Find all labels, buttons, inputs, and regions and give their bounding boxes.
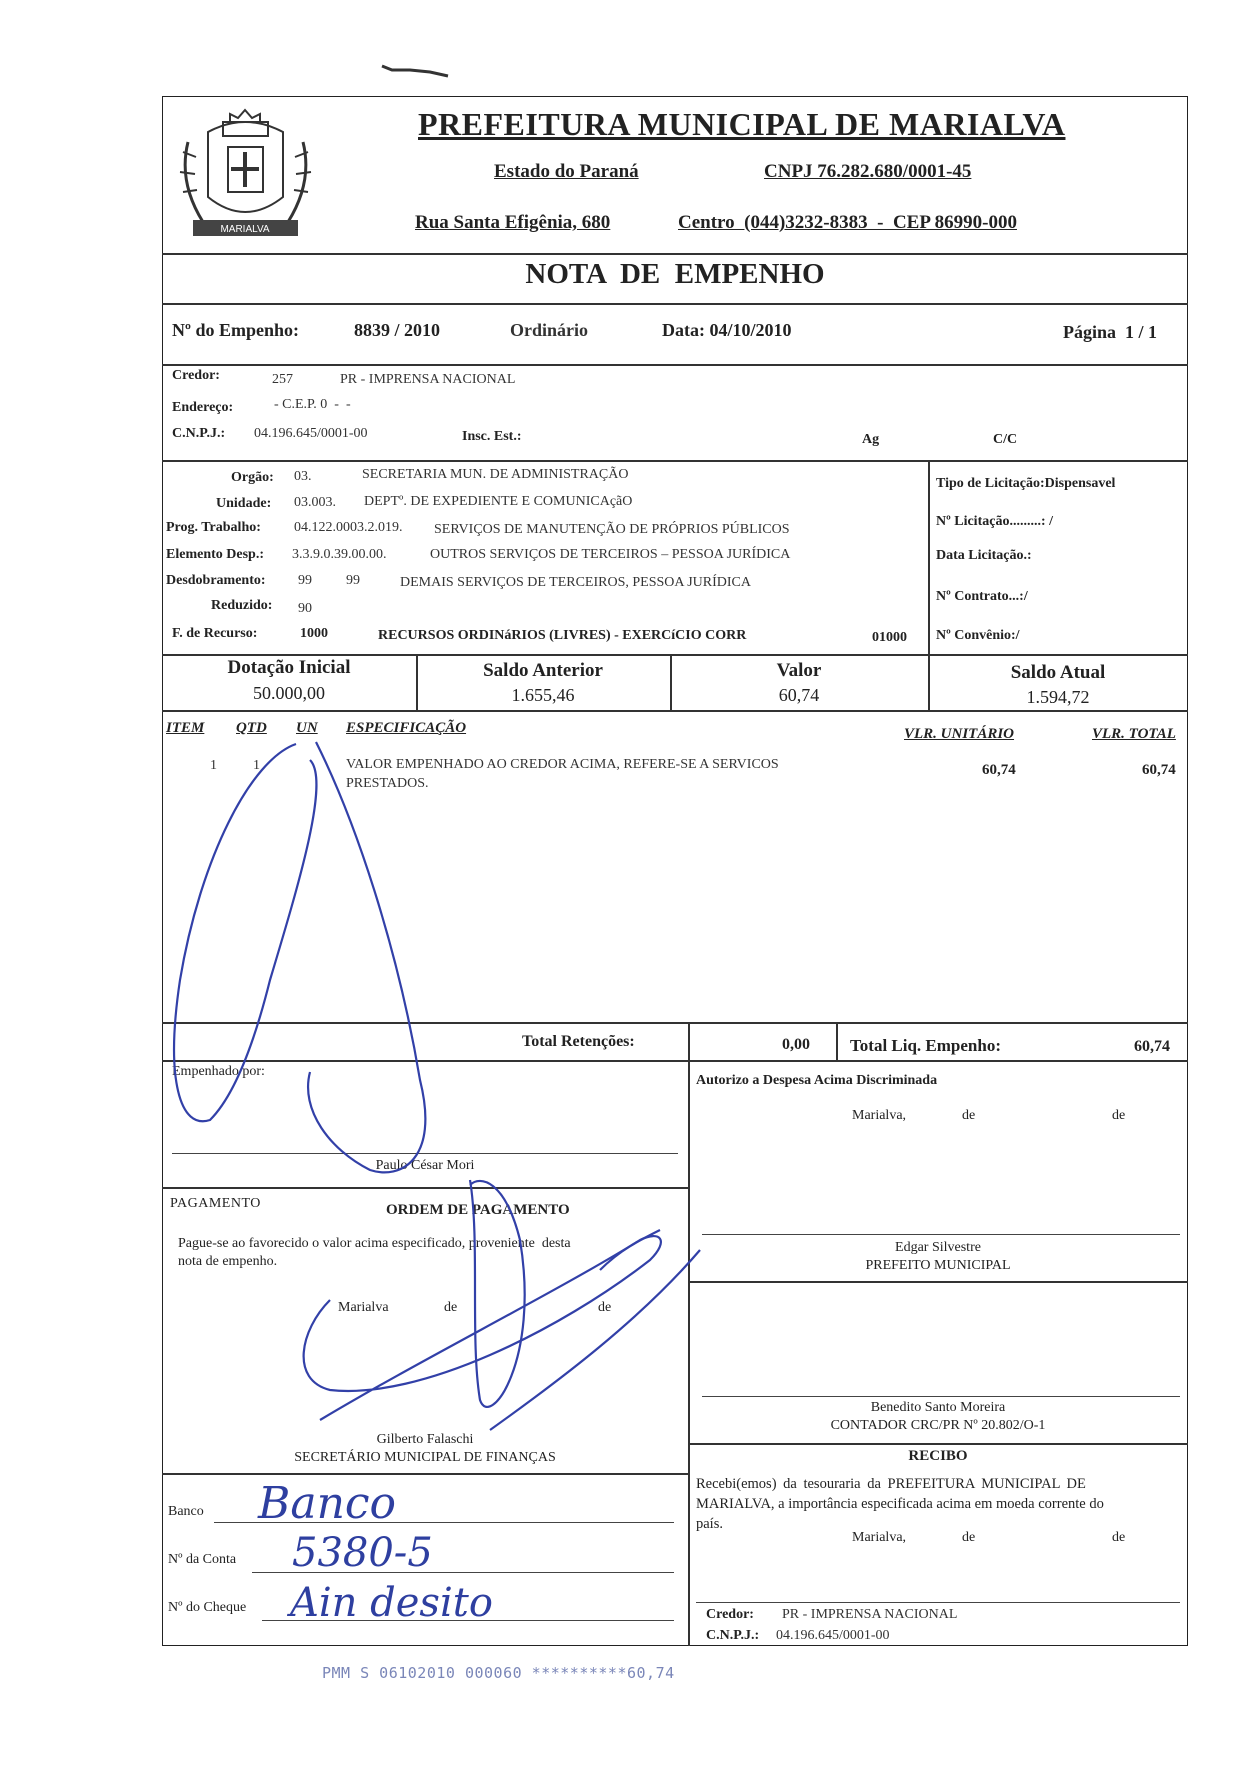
col-vlr-unitario: VLR. UNITÁRIO (904, 726, 1015, 742)
endereco-label: Endereço: (172, 400, 234, 415)
conta-label: Nº da Conta (168, 1552, 237, 1567)
contact-line: Centro (044)3232-8383 - CEP 86990-000 (678, 212, 1017, 233)
recibo-de1: de (962, 1530, 976, 1545)
autorizo-de2: de (1112, 1108, 1126, 1123)
orgao-desc: SECRETARIA MUN. DE ADMINISTRAÇÃO (362, 467, 629, 482)
recibo-text1: Recebi(emos) da tesouraria da PREFEITURA MUNICIPAL DE (696, 1476, 1086, 1492)
desd-code1: 99 (298, 573, 312, 588)
retencoes-label: Total Retenções: (522, 1033, 635, 1050)
recurso-code2: 01000 (872, 630, 907, 645)
recibo-text2: MARIALVA, a importância especificada acima em moeda corrente do (696, 1496, 1104, 1512)
item-unit-price: 60,74 (982, 762, 1016, 778)
empenho-type: Ordinário (510, 320, 589, 340)
pagamento-label: PAGAMENTO (170, 1196, 261, 1211)
empenho-number-label: Nº do Empenho: (172, 320, 299, 340)
handwritten-cheque: Ain desito (290, 1580, 493, 1626)
desd-desc: DEMAIS SERVIÇOS DE TERCEIROS, PESSOA JURÍDICA (400, 575, 752, 590)
cc-label: C/C (993, 432, 1018, 447)
prog-code: 04.122.0003.2.019. (294, 520, 403, 535)
recibo-place: Marialva, (852, 1530, 907, 1545)
prog-desc: SERVIÇOS DE MANUTENÇÃO DE PRÓPRIOS PÚBLICOS (434, 522, 790, 537)
recibo-label: RECIBO (908, 1448, 968, 1464)
elem-desc: OUTROS SERVIÇOS DE TERCEIROS – PESSOA JURÍDICA (430, 547, 791, 562)
prefeito-role: PREFEITO MUNICIPAL (865, 1258, 1011, 1273)
numero-licitacao: Nº Licitação.........: / (936, 514, 1053, 529)
pagamento-de2: de (598, 1300, 612, 1315)
numero-contrato: Nº Contrato...:/ (936, 589, 1028, 604)
desd-code2: 99 (346, 573, 360, 588)
item-number: 1 (210, 758, 217, 773)
liq-empenho-label: Total Liq. Empenho: (850, 1036, 1001, 1055)
state-name: Estado do Paraná (494, 161, 639, 182)
col-item: ITEM (166, 720, 205, 736)
cnpj-value: 04.196.645/0001-00 (254, 426, 368, 441)
recibo-cnpj-label: C.N.P.J.: (706, 1628, 760, 1643)
empenho-number: 8839 / 2010 (354, 320, 441, 340)
saldo-anterior-label: Saldo Anterior (483, 660, 603, 681)
recurso-code: 1000 (300, 626, 328, 641)
cnpj-label: C.N.P.J.: (172, 426, 226, 441)
recibo-text3: país. (696, 1516, 723, 1532)
document-title: NOTA DE EMPENHO (525, 258, 825, 290)
elem-label: Elemento Desp.: (166, 547, 264, 562)
dotacao-label: Dotação Inicial (227, 657, 351, 678)
reduzido-label: Reduzido: (211, 598, 273, 613)
prog-label: Prog. Trabalho: (166, 520, 261, 535)
credor-name: PR - IMPRENSA NACIONAL (340, 372, 516, 387)
ag-label: Ag (862, 432, 880, 447)
empenhado-signer: Paulo César Mori (375, 1158, 475, 1173)
prefeito-name: Edgar Silvestre (895, 1240, 981, 1255)
reduzido-value: 90 (298, 601, 312, 616)
empenhado-label: Empenhado por: (172, 1064, 265, 1079)
recurso-label: F. de Recurso: (172, 626, 258, 641)
address: Rua Santa Efigênia, 680 (415, 212, 611, 233)
svg-text:MARIALVA: MARIALVA (220, 224, 270, 235)
unidade-label: Unidade: (216, 496, 272, 511)
insc-label: Insc. Est.: (462, 429, 522, 444)
item-desc-line2: PRESTADOS. (346, 776, 429, 791)
autorizo-de1: de (962, 1108, 976, 1123)
recibo-de2: de (1112, 1530, 1126, 1545)
autorizo-place: Marialva, (852, 1108, 907, 1123)
recibo-cnpj-value: 04.196.645/0001-00 (776, 1628, 890, 1643)
municipality-title: PREFEITURA MUNICIPAL DE MARIALVA (418, 106, 1066, 142)
liq-empenho-value: 60,74 (1134, 1038, 1170, 1055)
recibo-credor-value: PR - IMPRENSA NACIONAL (782, 1607, 958, 1622)
empenho-date: Data: 04/10/2010 (662, 320, 792, 340)
col-vlr-total: VLR. TOTAL (1092, 726, 1176, 742)
saldo-atual-label: Saldo Atual (1010, 662, 1106, 683)
item-qtd: 1 (253, 758, 260, 773)
valor-value: 60,74 (778, 685, 820, 705)
item-desc-line1: VALOR EMPENHADO AO CREDOR ACIMA, REFERE-SE A SERVICOS (346, 757, 779, 772)
credor-code: 257 (272, 372, 293, 387)
saldo-anterior-value: 1.655,46 (511, 685, 575, 705)
col-qtd: QTD (236, 720, 267, 736)
pagamento-text1: Pague-se ao favorecido o valor acima especificado, proveniente desta (178, 1236, 571, 1251)
saldo-atual-value: 1.594,72 (1026, 687, 1090, 707)
secretario-name: Gilberto Falaschi (376, 1432, 474, 1447)
tipo-licitacao: Tipo de Licitação:Dispensavel (936, 476, 1116, 491)
recibo-credor-label: Credor: (706, 1607, 754, 1622)
col-especificacao: ESPECIFICAÇÃO (346, 720, 467, 736)
cheque-label: Nº do Cheque (168, 1600, 247, 1615)
retencoes-value: 0,00 (782, 1036, 810, 1053)
data-licitacao: Data Licitação.: (936, 548, 1032, 563)
unidade-desc: DEPTº. DE EXPEDIENTE E COMUNICAçãO (364, 494, 633, 509)
pagamento-place: Marialva (338, 1300, 389, 1315)
recurso-desc: RECURSOS ORDINáRIOS (LIVRES) - EXERCíCIO CORR (378, 628, 747, 643)
valor-label: Valor (776, 660, 822, 681)
item-total: 60,74 (1142, 762, 1176, 778)
desd-label: Desdobramento: (166, 573, 266, 588)
pagamento-de1: de (444, 1300, 458, 1315)
handwritten-banco: Banco (258, 1478, 397, 1529)
ordem-pagamento: ORDEM DE PAGAMENTO (386, 1202, 570, 1218)
elem-code: 3.3.9.0.39.00.00. (292, 547, 387, 562)
contador-role: CONTADOR CRC/PR Nº 20.802/O-1 (830, 1418, 1046, 1433)
orgao-code: 03. (294, 469, 312, 484)
endereco-value: - C.E.P. 0 - - (274, 397, 351, 412)
contador-name: Benedito Santo Moreira (870, 1400, 1006, 1415)
dotacao-value: 50.000,00 (253, 683, 325, 703)
secretario-role: SECRETÁRIO MUNICIPAL DE FINANÇAS (294, 1450, 556, 1465)
numero-convenio: Nº Convênio:/ (936, 628, 1020, 643)
page-number: Página 1 / 1 (1063, 322, 1158, 342)
unidade-code: 03.003. (294, 495, 336, 510)
pagamento-text2: nota de empenho. (178, 1254, 278, 1269)
banco-label: Banco (168, 1504, 204, 1519)
handwritten-conta: 5380-5 (292, 1530, 433, 1576)
credor-label: Credor: (172, 368, 220, 383)
cnpj-header: CNPJ 76.282.680/0001-45 (764, 161, 972, 182)
autorizo-label: Autorizo a Despesa Acima Discriminada (696, 1073, 938, 1088)
footer-stamp: PMM S 06102010 000060 **********60,74 (322, 1664, 675, 1682)
orgao-label: Orgão: (231, 470, 274, 485)
col-un: UN (296, 720, 318, 736)
